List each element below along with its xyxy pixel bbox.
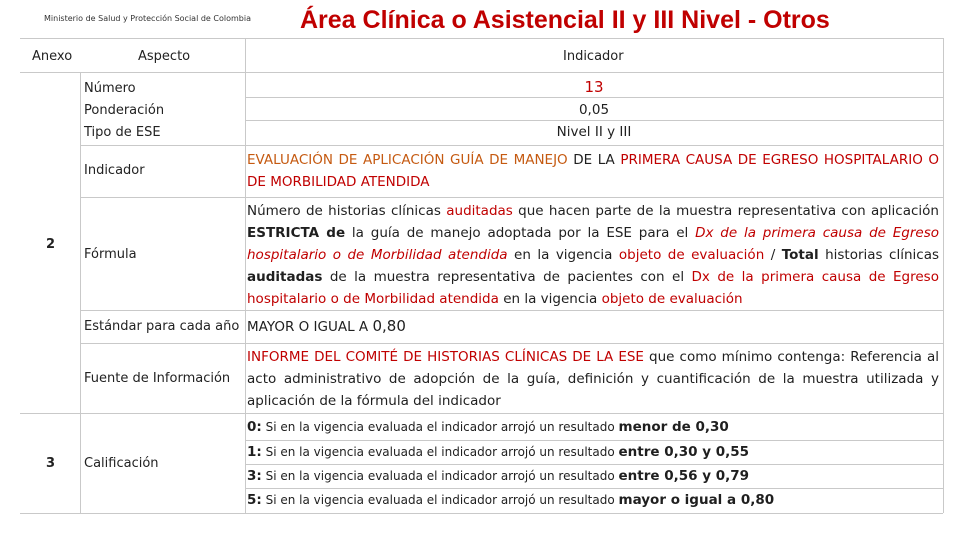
grid-line	[20, 413, 943, 414]
fuente-part: INFORME DEL COMITÉ DE HISTORIAS CLÍNICAS DE LA ESE	[247, 349, 644, 365]
label-calificacion: Calificación	[84, 456, 159, 471]
indicador-part: DE LA	[567, 152, 621, 168]
estandar-part: MAYOR O IGUAL A	[247, 319, 373, 335]
fuente-part: Referencia al acto administrativo de adopción de la guía, definición y cuantificación de la muestra utilizada y aplicación de la fórmula del indicador	[247, 349, 940, 409]
formula-part: la guía de manejo adoptada por la ESE para el	[345, 225, 696, 241]
fuente-text	[247, 346, 939, 412]
calificacion-score: 1:	[247, 444, 262, 460]
calificacion-item	[247, 441, 939, 463]
calificacion-result: mayor o igual a 0,80	[618, 492, 775, 508]
calificacion-item	[247, 465, 939, 487]
value-tipo-ese: Nivel II y III	[556, 124, 632, 140]
calificacion-item	[247, 489, 939, 511]
label-ponderacion: Ponderación	[84, 103, 165, 118]
label-formula: Fórmula	[84, 247, 137, 262]
formula-part: auditadas	[247, 269, 323, 285]
calificacion-item	[247, 416, 939, 438]
formula-text	[247, 200, 939, 310]
calificacion-result: entre 0,56 y 0,79	[618, 468, 750, 484]
grid-line	[80, 343, 943, 344]
label-indicador: Indicador	[84, 163, 145, 178]
estandar-value: 0,80	[372, 317, 406, 335]
column-header-anexo: Anexo	[32, 49, 73, 64]
formula-part: de la muestra representativa de pacientes con el	[322, 269, 692, 285]
calificacion-result: menor de 0,30	[618, 419, 729, 435]
calificacion-desc: Si en la vigencia evaluada el indicador arrojó un resultado	[261, 469, 619, 483]
formula-part: que hacen parte de la muestra representativa con aplicación	[512, 203, 939, 219]
indicador-part: EVALUACIÓN DE APLICACIÓN GUÍA DE MANEJO	[247, 152, 568, 168]
estandar-text	[247, 315, 939, 338]
calificacion-score: 0:	[247, 419, 262, 435]
calificacion-desc: Si en la vigencia evaluada el indicador arrojó un resultado	[261, 420, 619, 434]
anexo-number: 3	[46, 456, 56, 471]
formula-part: /	[764, 247, 782, 263]
calificacion-desc: Si en la vigencia evaluada el indicador arrojó un resultado	[261, 445, 619, 459]
formula-part: Total	[781, 247, 819, 263]
grid-line	[20, 513, 943, 514]
grid-line	[80, 197, 943, 198]
formula-part: objeto de evaluación	[601, 291, 743, 307]
ministry-name: Ministerio de Salud y Protección Social de Colombia	[44, 14, 251, 23]
label-fuente: Fuente de Información	[84, 371, 231, 386]
calificacion-result: entre 0,30 y 0,55	[618, 444, 750, 460]
formula-part: ESTRICTA de	[247, 225, 346, 241]
formula-part: Número de historias clínicas	[247, 203, 447, 219]
page-title: Área Clínica o Asistencial II y III Nivel - Otros	[300, 6, 830, 34]
label-estandar: Estándar para cada año	[84, 319, 240, 334]
formula-part: auditadas	[446, 203, 513, 219]
grid-line	[80, 145, 943, 146]
value-numero: 13	[584, 78, 604, 96]
formula-part: historias clínicas	[818, 247, 939, 263]
calificacion-desc: Si en la vigencia evaluada el indicador arrojó un resultado	[261, 493, 619, 507]
formula-part: en la vigencia	[507, 247, 619, 263]
grid-line	[943, 38, 944, 513]
formula-part: Dx de la primera causa de Egreso hospitalario o de Morbilidad atendida	[247, 269, 939, 307]
calificacion-score: 5:	[247, 492, 262, 508]
formula-part: objeto de evaluación	[618, 247, 765, 263]
label-tipo-ese: Tipo de ESE	[84, 125, 161, 140]
label-numero: Número	[84, 81, 136, 96]
indicador-text	[247, 149, 939, 193]
formula-part: en la vigencia	[498, 291, 602, 307]
grid-line	[20, 72, 943, 73]
indicador-part: PRIMERA CAUSA DE EGRESO HOSPITALARIO O DE MORBILIDAD ATENDIDA	[247, 152, 940, 190]
calificacion-score: 3:	[247, 468, 262, 484]
grid-line	[80, 72, 81, 513]
column-header-indicador: Indicador	[563, 49, 624, 64]
fuente-part: que como mínimo contenga:	[643, 349, 851, 365]
anexo-number: 2	[46, 237, 56, 252]
grid-line	[20, 38, 943, 39]
column-header-aspecto: Aspecto	[138, 49, 191, 64]
grid-line	[80, 310, 943, 311]
formula-part: Dx de la primera causa de Egreso hospitalario o de Morbilidad atendida	[247, 225, 939, 263]
value-ponderacion: 0,05	[578, 102, 610, 118]
